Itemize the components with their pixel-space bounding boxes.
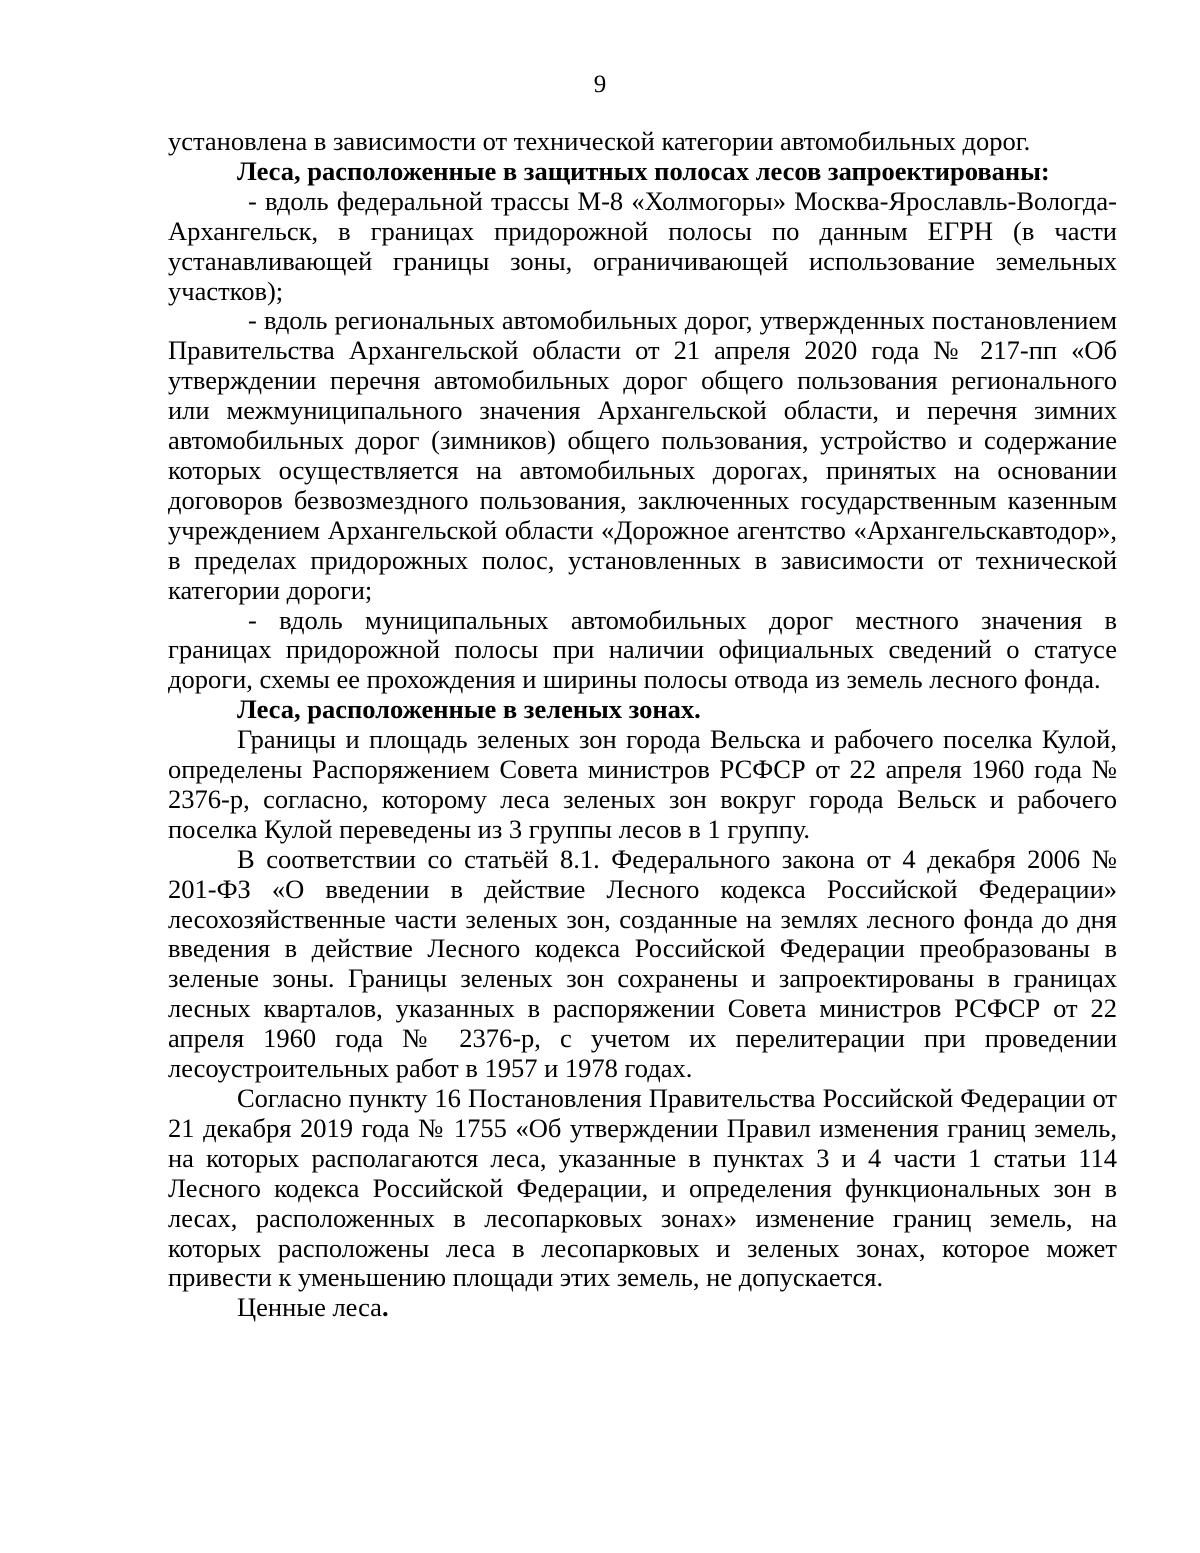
heading-protective-strips: Леса, расположенные в защитных полосах лесов запроектированы: xyxy=(237,155,1050,186)
document-body xyxy=(168,127,1117,1323)
list-item-municipal-roads: - вдоль муниципальных автомобильных дорог местного значения в границах придорожной полосы при наличии официальных сведений о статусе дороги, схемы ее прохождения и ширины полосы отвода из земель лесного фонда. xyxy=(168,604,1117,695)
heading-valuable-forests-text: Ценные леса xyxy=(237,1292,382,1323)
heading-valuable-forests-period: . xyxy=(381,1292,389,1323)
heading-green-zones: Леса, расположенные в зеленых зонах. xyxy=(237,694,701,725)
page-number: 9 xyxy=(593,71,607,98)
paragraph-federal-law: В соответствии со статьёй 8.1. Федерального закона от 4 декабря 2006 № 201-ФЗ «О введении в действие Лесного кодекса Российской Федерации» лесохозяйственные части зеленых зон, созданные на землях лесного фонда до дня введения в действие Лесного кодекса Российской Федерации преобразованы в зеленые зоны. Границы зеленых зон сохранены и запроектированы в границах лесных кварталов, указанных в распоряжении Совета министров РСФСР от 22 апреля 1960 года № 2376-р, с учетом их перелитерации при проведении лесоустроительных работ в 1957 и 1978 годах. xyxy=(168,843,1117,1084)
paragraph-continuation: установлена в зависимости от технической категории автомобильных дорог. xyxy=(168,126,1031,156)
list-item-regional-roads: - вдоль региональных автомобильных дорог, утвержденных постановлением Правительства Архангельской области от 21 апреля 2020 года № 217-пп «Об утверждении перечня автомобильных дорог общего пользования регионального или межмуниципального значения Архангельской области, и перечня зимних автомобильных дорог (зимников) общего пользования, устройство и содержание которых осуществляется на автомобильных дорогах, принятых на основании договоров безвозмездного пользования, заключенных государственным казенным учреждением Архангельской области «Дорожное агентство «Архангельскавтодор», в пределах придорожных полос, установленных в зависимости от технической категории дороги; xyxy=(168,305,1117,605)
paragraph-government-resolution: Согласно пункту 16 Постановления Правительства Российской Федерации от 21 декабря 2019 года № 1755 «Об утверждении Правил изменения границ земель, на которых располагаются леса, указанные в пунктах 3 и 4 части 1 статьи 114 Лесного кодекса Российской Федерации, и определения функциональных зон в лесах, расположенных в лесопарковых зонах» изменение границ земель, на которых расположены леса в лесопарковых и зеленых зонах, которое может привести к уменьшению площади этих земель, не допускается. xyxy=(168,1083,1117,1293)
paragraph-green-zone-boundaries: Границы и площадь зеленых зон города Вельска и рабочего поселка Кулой, определены Распоряжением Совета министров РСФСР от 22 апреля 1960 года № 2376-р, согласно, которому леса зеленых зон вокруг города Вельск и рабочего поселка Кулой переведены из 3 группы лесов в 1 группу. xyxy=(168,724,1117,844)
heading-valuable-forests xyxy=(168,1293,1117,1323)
list-item-federal-road: - вдоль федеральной трассы М-8 «Холмогоры» Москва-Ярославль-Вологда-Архангельск, в границах придорожной полосы по данным ЕГРН (в части устанавливающей границы зоны, ограничивающей использование земельных участков); xyxy=(168,185,1117,306)
